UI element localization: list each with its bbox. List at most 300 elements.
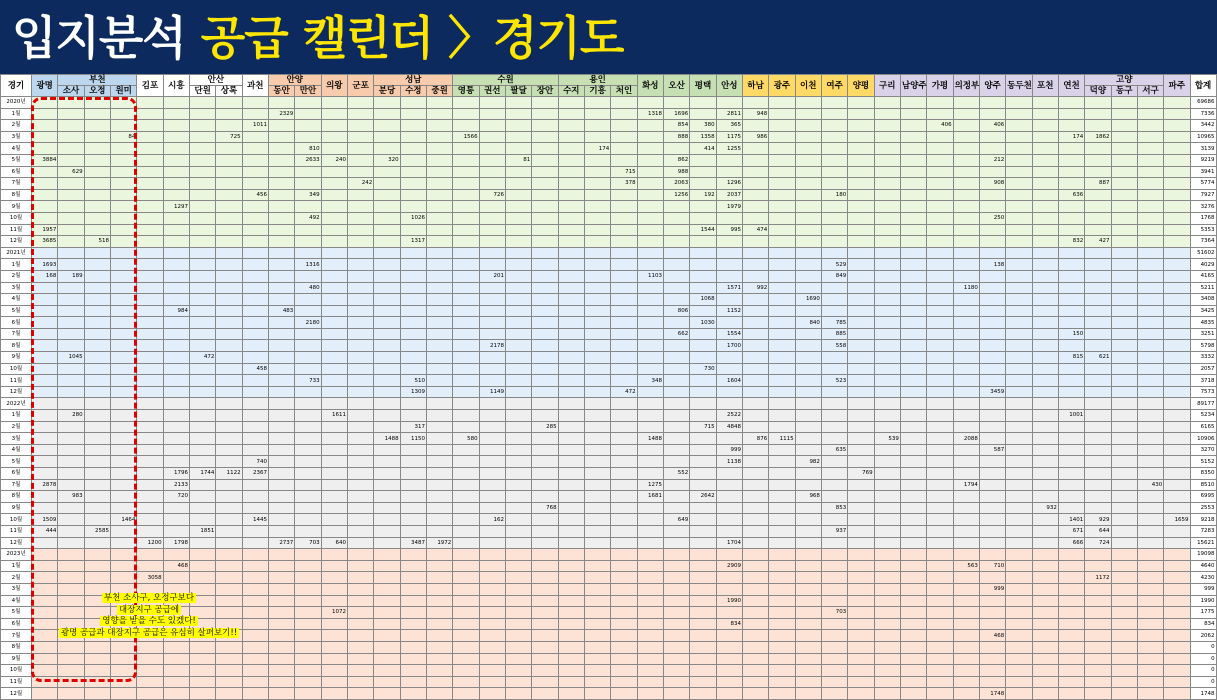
table-cell xyxy=(216,514,242,526)
table-row xyxy=(1,653,1217,665)
table-cell xyxy=(637,665,663,677)
month-total: 834 xyxy=(1190,618,1216,630)
table-cell: 806 xyxy=(663,305,689,317)
table-cell xyxy=(347,595,373,607)
table-cell xyxy=(795,189,821,201)
table-cell xyxy=(1058,572,1084,584)
table-cell xyxy=(927,665,953,677)
table-cell xyxy=(242,305,268,317)
month-label: 4월 xyxy=(1,444,32,456)
table-cell xyxy=(1006,595,1032,607)
table-cell xyxy=(453,154,479,166)
table-cell xyxy=(374,630,400,642)
table-cell xyxy=(874,282,900,294)
table-cell xyxy=(769,328,795,340)
table-cell xyxy=(611,212,637,224)
table-cell xyxy=(821,537,847,549)
table-cell xyxy=(716,583,742,595)
table-cell xyxy=(1085,189,1111,201)
table-cell xyxy=(927,537,953,549)
table-cell xyxy=(742,676,768,688)
table-cell xyxy=(848,294,874,306)
table-cell xyxy=(190,410,216,422)
table-cell xyxy=(769,247,795,259)
table-cell xyxy=(295,502,321,514)
table-cell xyxy=(1137,294,1163,306)
month-label: 9월 xyxy=(1,352,32,364)
table-cell xyxy=(979,247,1005,259)
table-cell xyxy=(190,328,216,340)
table-cell: 1103 xyxy=(637,270,663,282)
header-city: 과천 xyxy=(242,75,268,97)
table-cell xyxy=(742,688,768,700)
table-cell xyxy=(426,386,452,398)
year-label: 2022년 xyxy=(1,398,32,410)
table-cell xyxy=(584,421,610,433)
table-cell xyxy=(137,143,163,155)
table-cell xyxy=(558,143,584,155)
table-cell xyxy=(347,212,373,224)
table-cell xyxy=(453,143,479,155)
table-cell xyxy=(716,549,742,561)
table-cell xyxy=(742,270,768,282)
table-cell xyxy=(953,201,979,213)
table-cell xyxy=(558,178,584,190)
table-cell xyxy=(321,549,347,561)
table-cell xyxy=(190,398,216,410)
table-cell xyxy=(1006,444,1032,456)
table-cell: 539 xyxy=(874,433,900,445)
table-cell xyxy=(584,572,610,584)
table-cell xyxy=(163,120,189,132)
table-cell xyxy=(1164,641,1190,653)
table-cell xyxy=(690,386,716,398)
table-cell xyxy=(769,468,795,480)
table-cell xyxy=(321,641,347,653)
table-cell: 3884 xyxy=(32,154,58,166)
table-cell: 1696 xyxy=(663,108,689,120)
table-cell xyxy=(426,618,452,630)
table-cell xyxy=(163,549,189,561)
table-cell xyxy=(137,386,163,398)
table-cell xyxy=(374,143,400,155)
table-cell xyxy=(874,549,900,561)
table-cell xyxy=(927,294,953,306)
table-cell xyxy=(927,676,953,688)
table-cell xyxy=(374,189,400,201)
table-cell xyxy=(532,410,558,422)
table-cell xyxy=(532,224,558,236)
table-cell xyxy=(584,525,610,537)
table-cell xyxy=(690,653,716,665)
table-cell xyxy=(400,665,426,677)
table-cell xyxy=(426,491,452,503)
table-cell xyxy=(1058,618,1084,630)
table-cell: 380 xyxy=(690,120,716,132)
table-cell xyxy=(242,236,268,248)
table-cell xyxy=(295,421,321,433)
table-cell xyxy=(532,120,558,132)
table-cell xyxy=(795,236,821,248)
table-cell: 1068 xyxy=(690,294,716,306)
table-cell xyxy=(1032,410,1058,422)
table-cell xyxy=(821,641,847,653)
table-cell xyxy=(321,340,347,352)
table-cell xyxy=(558,525,584,537)
table-cell xyxy=(900,514,926,526)
table-cell xyxy=(1006,607,1032,619)
table-cell xyxy=(321,386,347,398)
table-cell xyxy=(874,560,900,572)
table-cell xyxy=(953,294,979,306)
table-cell xyxy=(321,120,347,132)
table-cell: 4848 xyxy=(716,421,742,433)
table-cell xyxy=(637,618,663,630)
table-cell xyxy=(1006,630,1032,642)
table-cell xyxy=(242,97,268,109)
table-cell xyxy=(848,421,874,433)
table-cell xyxy=(137,641,163,653)
table-cell xyxy=(505,294,531,306)
table-cell xyxy=(400,363,426,375)
table-cell xyxy=(821,665,847,677)
table-cell xyxy=(532,386,558,398)
table-cell xyxy=(716,433,742,445)
table-cell: 999 xyxy=(716,444,742,456)
table-cell xyxy=(637,653,663,665)
table-cell xyxy=(558,247,584,259)
table-cell xyxy=(690,572,716,584)
table-cell xyxy=(795,224,821,236)
table-cell: 1957 xyxy=(32,224,58,236)
table-cell xyxy=(1111,108,1137,120)
table-cell xyxy=(821,178,847,190)
table-cell xyxy=(769,595,795,607)
table-cell xyxy=(347,259,373,271)
table-cell xyxy=(190,282,216,294)
table-cell xyxy=(374,572,400,584)
table-cell xyxy=(242,537,268,549)
table-cell xyxy=(216,212,242,224)
table-cell xyxy=(268,560,294,572)
table-cell: 212 xyxy=(979,154,1005,166)
table-cell xyxy=(663,143,689,155)
table-cell xyxy=(1006,421,1032,433)
table-cell xyxy=(374,375,400,387)
table-cell xyxy=(163,294,189,306)
table-cell xyxy=(769,514,795,526)
table-cell xyxy=(400,259,426,271)
table-cell xyxy=(1058,630,1084,642)
table-cell xyxy=(874,131,900,143)
table-cell xyxy=(453,525,479,537)
month-total: 7573 xyxy=(1190,386,1216,398)
table-cell xyxy=(742,514,768,526)
table-cell xyxy=(1085,444,1111,456)
table-cell xyxy=(137,294,163,306)
table-cell xyxy=(848,653,874,665)
table-cell xyxy=(611,224,637,236)
table-cell xyxy=(769,502,795,514)
table-cell xyxy=(426,120,452,132)
month-label: 12월 xyxy=(1,386,32,398)
table-cell xyxy=(1137,583,1163,595)
table-cell xyxy=(848,525,874,537)
table-cell xyxy=(347,410,373,422)
table-cell xyxy=(1111,398,1137,410)
table-cell xyxy=(505,514,531,526)
table-cell xyxy=(242,572,268,584)
table-cell xyxy=(190,549,216,561)
table-cell xyxy=(505,607,531,619)
table-cell xyxy=(242,317,268,329)
table-cell xyxy=(953,108,979,120)
table-cell xyxy=(137,398,163,410)
table-cell xyxy=(637,549,663,561)
table-cell: 472 xyxy=(611,386,637,398)
table-cell xyxy=(347,363,373,375)
table-cell: 1544 xyxy=(690,224,716,236)
table-cell: 1611 xyxy=(321,410,347,422)
table-cell xyxy=(374,270,400,282)
table-cell xyxy=(900,595,926,607)
table-cell xyxy=(795,352,821,364)
table-cell xyxy=(1111,247,1137,259)
month-label: 9월 xyxy=(1,653,32,665)
table-cell xyxy=(927,259,953,271)
table-cell xyxy=(347,549,373,561)
table-cell xyxy=(558,444,584,456)
table-cell: 636 xyxy=(1058,189,1084,201)
table-cell xyxy=(505,410,531,422)
table-cell xyxy=(716,491,742,503)
table-cell: 1571 xyxy=(716,282,742,294)
table-cell xyxy=(769,120,795,132)
month-total: 15621 xyxy=(1190,537,1216,549)
table-cell xyxy=(347,120,373,132)
table-cell: 733 xyxy=(295,375,321,387)
table-cell xyxy=(637,456,663,468)
table-cell xyxy=(426,340,452,352)
month-total: 4029 xyxy=(1190,259,1216,271)
month-label: 2월 xyxy=(1,120,32,132)
table-cell xyxy=(769,317,795,329)
table-cell xyxy=(927,189,953,201)
table-cell xyxy=(374,525,400,537)
table-cell xyxy=(769,131,795,143)
table-cell xyxy=(426,363,452,375)
table-cell xyxy=(216,363,242,375)
table-cell xyxy=(874,456,900,468)
table-cell xyxy=(505,525,531,537)
table-cell xyxy=(216,398,242,410)
table-cell xyxy=(295,398,321,410)
table-cell xyxy=(137,375,163,387)
table-cell xyxy=(1137,154,1163,166)
table-cell xyxy=(532,189,558,201)
table-cell xyxy=(874,444,900,456)
table-cell xyxy=(505,595,531,607)
table-cell xyxy=(927,398,953,410)
table-cell: 474 xyxy=(742,224,768,236)
table-cell xyxy=(400,131,426,143)
table-cell xyxy=(216,410,242,422)
table-cell: 458 xyxy=(242,363,268,375)
table-cell xyxy=(1111,363,1137,375)
table-cell xyxy=(1006,583,1032,595)
table-cell xyxy=(505,537,531,549)
table-cell xyxy=(716,236,742,248)
table-row xyxy=(1,491,1217,503)
table-cell xyxy=(1137,386,1163,398)
table-cell xyxy=(216,317,242,329)
table-cell xyxy=(900,653,926,665)
table-cell xyxy=(216,328,242,340)
table-cell xyxy=(84,688,110,700)
table-cell xyxy=(268,328,294,340)
table-cell xyxy=(953,120,979,132)
table-cell xyxy=(663,363,689,375)
table-cell xyxy=(821,688,847,700)
table-cell xyxy=(900,375,926,387)
table-cell xyxy=(690,352,716,364)
table-cell xyxy=(374,641,400,653)
table-cell xyxy=(795,120,821,132)
table-cell xyxy=(637,410,663,422)
table-cell xyxy=(874,398,900,410)
table-cell xyxy=(163,665,189,677)
table-cell xyxy=(426,641,452,653)
table-cell xyxy=(242,270,268,282)
table-cell xyxy=(479,282,505,294)
table-cell xyxy=(742,607,768,619)
header-city: 용인 xyxy=(558,75,637,86)
header-city: 안양 xyxy=(268,75,321,86)
table-cell xyxy=(321,97,347,109)
table-cell xyxy=(953,688,979,700)
table-cell: 1358 xyxy=(690,131,716,143)
table-cell xyxy=(927,282,953,294)
table-cell xyxy=(505,236,531,248)
table-cell xyxy=(1032,224,1058,236)
table-cell xyxy=(374,502,400,514)
table-cell xyxy=(400,317,426,329)
month-label: 6월 xyxy=(1,317,32,329)
table-cell xyxy=(953,259,979,271)
table-cell xyxy=(1006,317,1032,329)
table-cell xyxy=(1032,259,1058,271)
table-cell xyxy=(611,236,637,248)
table-cell xyxy=(1111,456,1137,468)
table-cell xyxy=(848,665,874,677)
header-district: 팔달 xyxy=(505,86,531,97)
table-cell xyxy=(479,595,505,607)
table-cell xyxy=(1164,688,1190,700)
table-row xyxy=(1,641,1217,653)
table-cell xyxy=(663,688,689,700)
table-cell xyxy=(637,676,663,688)
table-cell xyxy=(163,270,189,282)
table-cell xyxy=(1111,525,1137,537)
table-cell: 2178 xyxy=(479,340,505,352)
table-cell xyxy=(1137,189,1163,201)
table-cell xyxy=(1111,270,1137,282)
table-cell xyxy=(1164,294,1190,306)
table-cell xyxy=(479,236,505,248)
table-cell: 1318 xyxy=(637,108,663,120)
table-cell xyxy=(953,491,979,503)
table-cell xyxy=(848,259,874,271)
table-cell xyxy=(1164,479,1190,491)
table-cell xyxy=(927,410,953,422)
table-cell xyxy=(242,641,268,653)
table-cell: 649 xyxy=(663,514,689,526)
table-cell xyxy=(927,595,953,607)
table-cell xyxy=(426,189,452,201)
table-cell xyxy=(663,247,689,259)
table-cell xyxy=(769,97,795,109)
table-cell xyxy=(611,468,637,480)
table-cell xyxy=(848,305,874,317)
table-cell xyxy=(137,178,163,190)
table-cell xyxy=(874,676,900,688)
table-cell xyxy=(795,630,821,642)
table-cell xyxy=(1137,120,1163,132)
month-label: 8월 xyxy=(1,189,32,201)
table-cell xyxy=(716,352,742,364)
table-cell xyxy=(874,247,900,259)
table-cell xyxy=(268,433,294,445)
table-cell xyxy=(1006,236,1032,248)
table-cell xyxy=(795,537,821,549)
table-cell xyxy=(374,201,400,213)
table-cell xyxy=(795,688,821,700)
table-cell xyxy=(268,479,294,491)
table-cell xyxy=(584,352,610,364)
table-cell xyxy=(1137,514,1163,526)
table-cell xyxy=(532,131,558,143)
table-cell: 932 xyxy=(1032,502,1058,514)
table-cell xyxy=(900,433,926,445)
table-cell xyxy=(347,294,373,306)
table-cell xyxy=(742,479,768,491)
table-row xyxy=(1,259,1217,271)
table-cell xyxy=(1137,352,1163,364)
table-cell xyxy=(137,120,163,132)
table-cell xyxy=(1032,328,1058,340)
table-cell xyxy=(769,282,795,294)
table-cell xyxy=(321,502,347,514)
table-cell xyxy=(426,247,452,259)
table-cell xyxy=(1137,444,1163,456)
table-cell xyxy=(558,421,584,433)
table-cell xyxy=(611,641,637,653)
table-cell xyxy=(1137,97,1163,109)
table-cell xyxy=(690,375,716,387)
month-label: 11월 xyxy=(1,676,32,688)
table-cell xyxy=(321,444,347,456)
table-cell xyxy=(611,502,637,514)
table-cell xyxy=(400,572,426,584)
table-cell xyxy=(769,294,795,306)
table-cell xyxy=(795,166,821,178)
table-cell xyxy=(190,224,216,236)
table-cell xyxy=(268,595,294,607)
table-cell xyxy=(216,294,242,306)
table-cell: 948 xyxy=(742,108,768,120)
table-cell xyxy=(505,201,531,213)
table-cell: 2737 xyxy=(268,537,294,549)
